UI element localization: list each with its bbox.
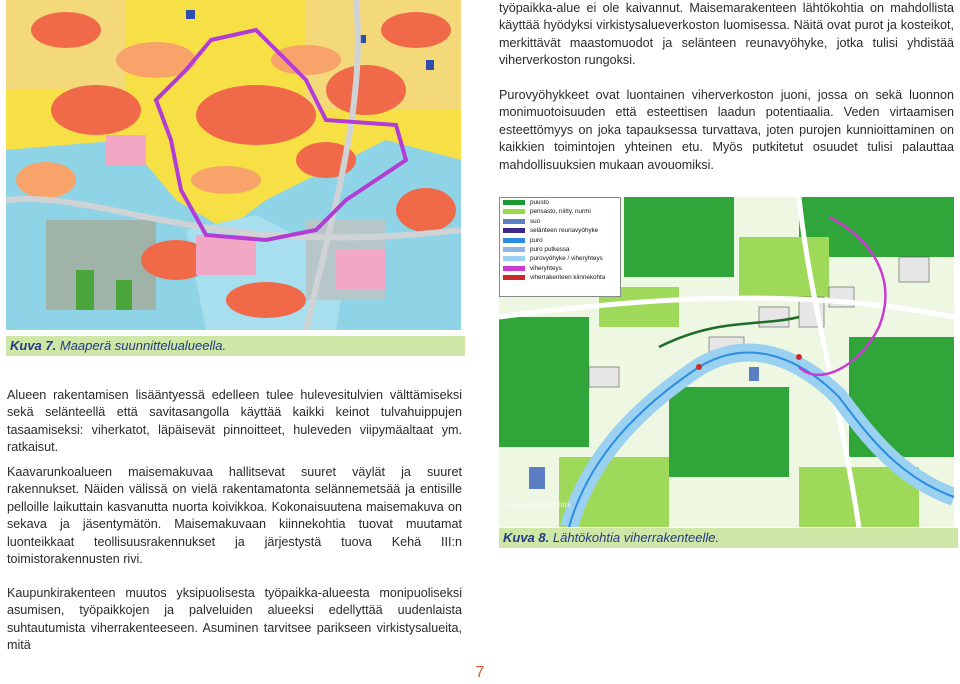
legend-swatch [503,200,525,205]
legend-swatch [503,275,525,280]
page-number: 7 [475,664,485,681]
legend-item [500,236,620,245]
legend-item [500,198,620,207]
legend-label: puusto [530,199,549,206]
figure-7-number: Kuva 7. [10,338,57,353]
legend-item [500,207,620,216]
legend-swatch [503,228,525,233]
legend-label: puro [530,236,543,244]
legend-item [500,273,620,282]
legend-item [500,217,620,226]
legend-item [500,245,620,254]
body-paragraph-3: Kaupunkirakenteen muutos yksipuolisesta työpaikka-alueesta monipuoliseksi asumisen, työpaikkojen ja palveluiden alueeksi edellyttää uudenlaista suhtautumista viherrakenteeseen. Asuminen tarvitsee parikseen virkistysalueita, mitä [7,586,462,653]
legend-label: suo [530,217,541,225]
map-legend [499,197,621,297]
legend-label: puro putkessa [530,245,570,253]
intro-paragraph: työpaikka-alue ei ole kaivannut. Maisemarakenteen lähtökohtia on mahdollista käyttää hyödyksi virkistysalueverkoston luomisessa. Näitä ovat purot ja kosteikot, merkittävät maastomuodot ja selänteen reunavyöhyke, jotka tulisi yhdistää viherverkoston rungoksi. [499,1,954,68]
green-structure-map-image [499,197,954,527]
soil-map-image [6,0,461,330]
legend-swatch [503,256,525,261]
legend-item [500,254,620,263]
body-paragraph-2: Kaavarunkoalueen maisemakuvaa hallitsevat suuret väylät ja suuret rakennukset. Näiden välissä on vielä rakentamatonta selännemetsää ja entisille pelloille laikuttain kasvanutta nuorta koivikkoa. Kokonaisuutena maisemakuva on sekava ja jäsentymätön. Maisemakuvaan kiinnekohtia tuovat muutamat luonteikkaat teollisuusrakennukset ja järjestystä tuova Kehä III:n toimistorakennusten rivi. [7,465,462,567]
figure-8-number: Kuva 8. [503,530,550,545]
purot-paragraph: Purovyöhykkeet ovat luontainen viherverkoston juoni, jossa on sekä luonnon monimuotoisuuden että esteettisen laadun potentiaalia. Veden virtaamisen esteettömyys on joka tapauksessa turvattava, joten purojen kunnioittaminen on kaikkien toimintojen yhteinen etu. Myös putkitetut osuudet tulisi palauttaa mahdollisuuksien mukaan avouomiksi. [499,88,954,172]
figure-7-text: Maaperä suunnittelualueella. [59,338,227,353]
legend-label: pensasto, niitty, nurmi [530,208,591,216]
legend-swatch [503,266,525,271]
legend-item [500,264,620,273]
legend-label: viherrakenteen kiinnekohta [530,274,606,282]
legend-item [500,226,620,235]
legend-label: selänteen reunavyöhyke [530,227,599,235]
body-paragraph-1: Alueen rakentamisen lisääntyessä edelleen tulee hulevesitulvien välttämiseksi sekä selänteellä että savitasangolla käyttää kaikki keinot tulvahuippujen tasaamiseksi: viherkatot, läpäisevät pinnoitteet, huleveden viipymäaltaat ym. ratkaisut. [7,388,462,455]
legend-label: viheryhteys [530,264,562,272]
legend-label: purovyöhyke / viheryhteys [530,255,603,263]
figure-8-caption [499,528,958,548]
legend-swatch [503,247,525,252]
map-stamp: Kaupunki AM 20.4.2015 [507,503,571,509]
legend-swatch [503,209,525,214]
legend-swatch [503,238,525,243]
figure-8-text: Lähtökohtia viherrakenteelle. [552,530,720,545]
legend-swatch [503,219,525,224]
figure-7-caption [6,336,465,356]
